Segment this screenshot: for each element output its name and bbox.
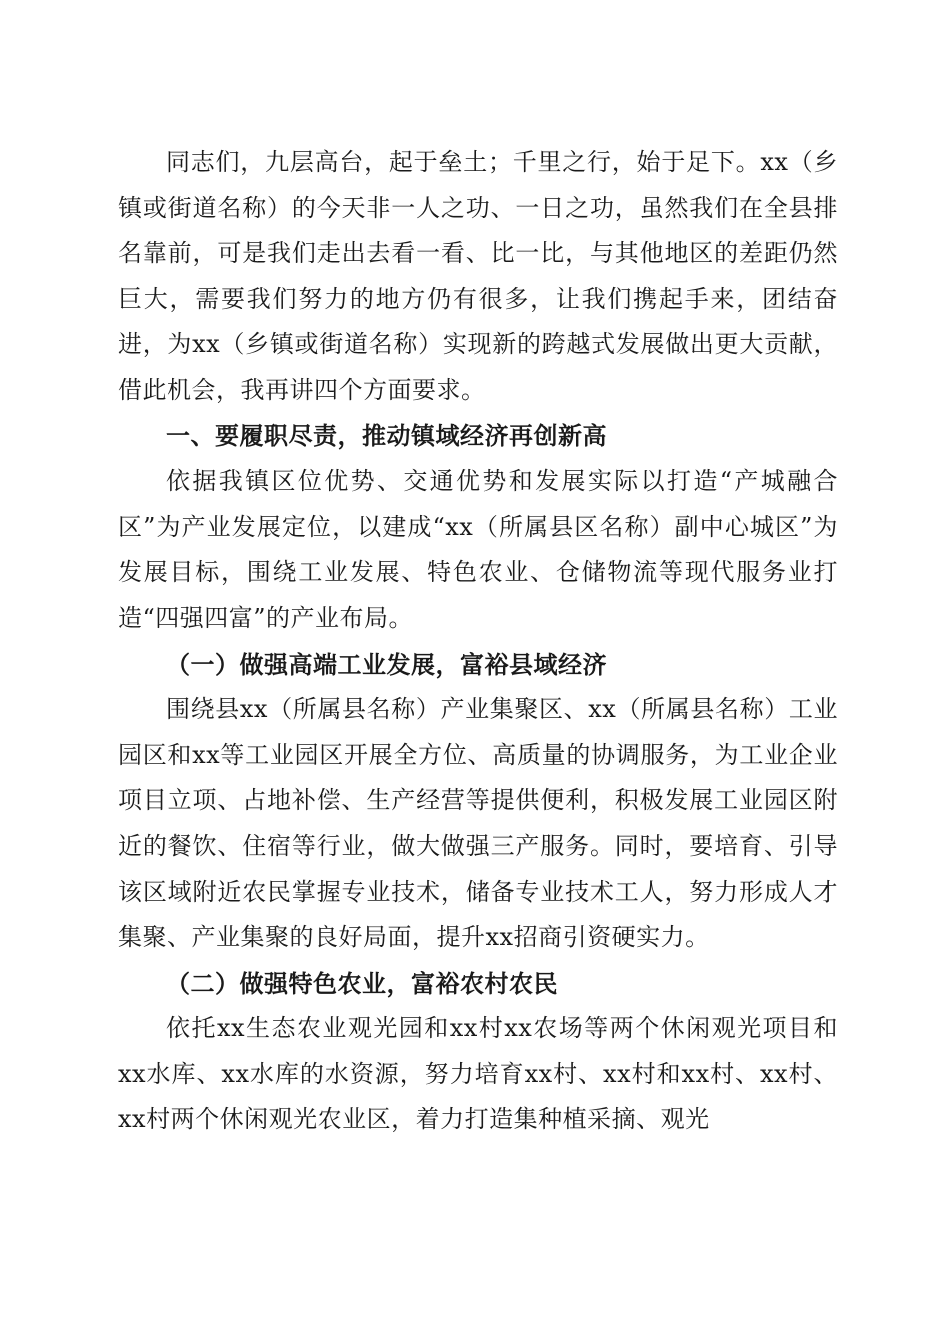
subsection-heading-1: （一）做强高端工业发展，富裕县域经济 [166, 649, 607, 679]
subsection-heading-2: （二）做强特色农业，富裕农村农民 [166, 968, 558, 998]
section-heading-1: 一、要履职尽责，推动镇域经济再创新高 [166, 421, 607, 450]
paragraph-subsection-1: 围绕县xx（所属县名称）产业集聚区、xx（所属县名称）工业园区和xx等工业园区开展全方位、高质量的协调服务，为工业企业项目立项、占地补偿、生产经营等提供便利，积极发展工业园区附近的餐饮、住宿等行业，做大做强三产服务。同时，要培育、引导该区域附近农民掌握专业技术，储备专业技术工人，努力形成人才集聚、产业集聚的良好局面，提升xx招商引资硬实力。 [118, 695, 838, 952]
paragraph-opening: 同志们，九层高台，起于垒土；千里之行，始于足下。xx（乡镇或街道名称）的今天非一人之功、一日之功，虽然我们在全县排名靠前，可是我们走出去看一看、比一比，与其他地区的差距仍然巨大，需要我们努力的地方仍有很多，让我们携起手来，团结奋进，为xx（乡镇或街道名称）实现新的跨越式发展做出更大贡献，借此机会，我再讲四个方面要求。 [118, 148, 838, 404]
paragraph-subsection-2: 依托xx生态农业观光园和xx村xx农场等两个休闲观光项目和xx水库、xx水库的水资源，努力培育xx村、xx村和xx村、xx村、xx村两个休闲观光农业区，着力打造集种植采摘、观光 [118, 1014, 838, 1134]
document-body [118, 140, 838, 1143]
paragraph-section-1: 依据我镇区位优势、交通优势和发展实际以打造“产城融合区”为产业发展定位，以建成“xx（所属县区名称）副中心城区”为发展目标，围绕工业发展、特色农业、仓储物流等现代服务业打造“四强四富”的产业布局。 [118, 467, 838, 632]
